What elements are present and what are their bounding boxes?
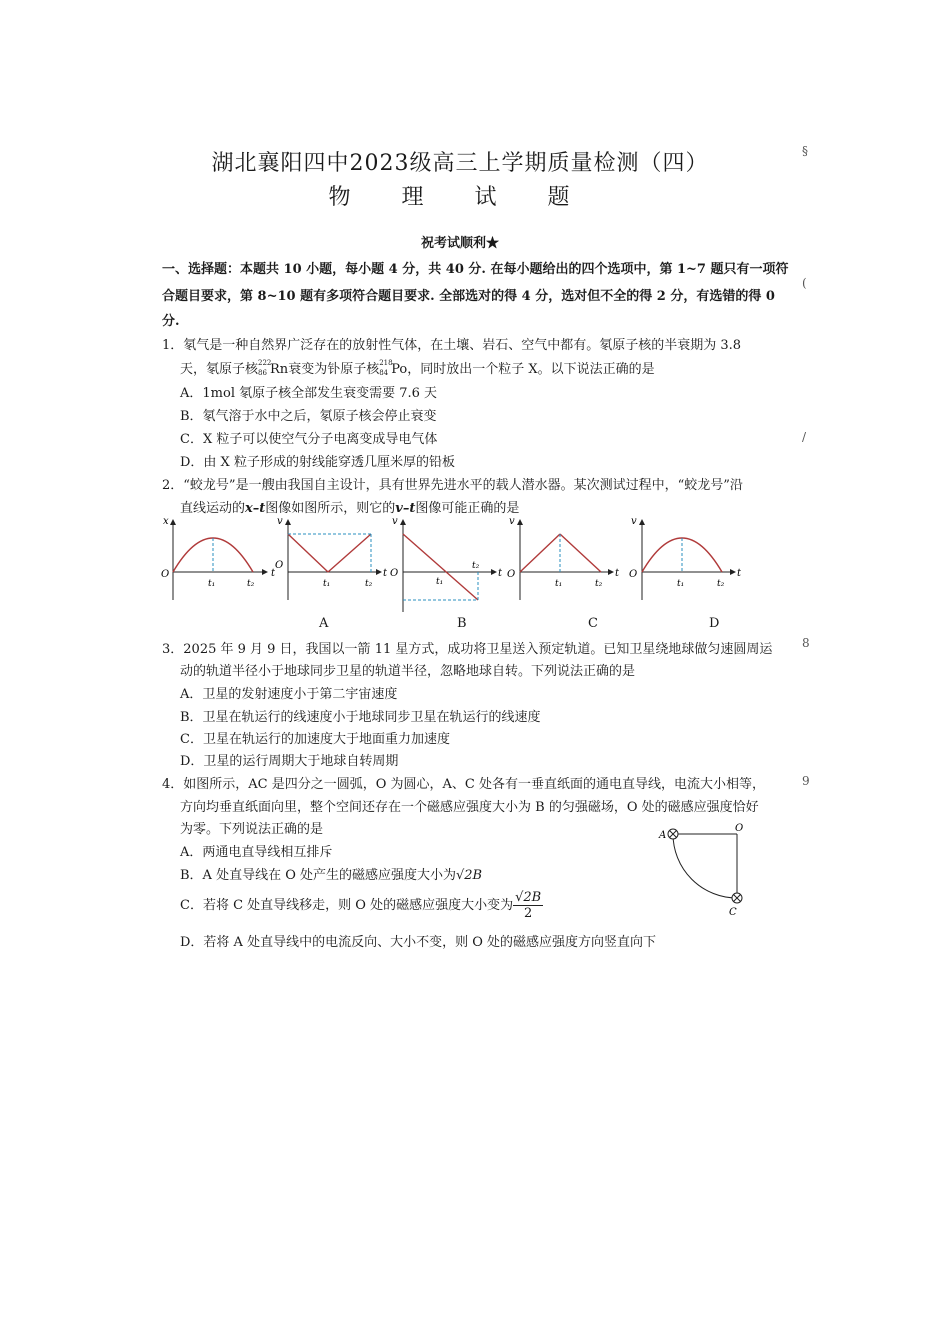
b-t2-label: t₂	[472, 561, 480, 571]
vt-graph-c	[507, 516, 620, 600]
rn-nuclide: 222 86	[258, 359, 272, 377]
vt-graph-d	[629, 516, 742, 600]
q4-option-c: C．若将 C 处直导线移走，则 O 处的磁感应强度大小变为 $\frac{√2B}{2}$	[180, 890, 542, 921]
q2-graphs	[155, 512, 755, 634]
a-t2-label: t₂	[365, 579, 373, 589]
vt-graph-a	[275, 516, 388, 600]
q2-label-b: B	[457, 616, 467, 631]
q3-option-c: C．卫星在轨运行的加速度大于地面重力加速度	[180, 732, 450, 747]
q4-c-fraction: $\frac{√2B}{2}$	[515, 890, 542, 921]
po-nuclide: 218 84	[379, 359, 393, 377]
q2-label-a: A	[319, 616, 329, 631]
d-axis-t-label: t	[737, 568, 742, 579]
q2-stem-line1: 2．“蛟龙号”是一艘由我国自主设计，具有世界先进水平的载人潜水器。某次测试过程中，“蛟龙号”沿	[162, 478, 743, 493]
edge-mark: §	[802, 144, 808, 158]
a-axis-t-label: t	[383, 568, 388, 579]
fig-label-c: C	[729, 907, 737, 918]
a-t1-label: t₁	[323, 579, 331, 589]
edge-mark: 8	[802, 636, 810, 650]
xt-t2-label: t₂	[247, 579, 255, 589]
q2-stem-line2: 直线运动的x–t图像如图所示，则它的v–t图像可能正确的是	[180, 501, 520, 516]
q4-stem-line1: 4．如图所示，AC 是四分之一圆弧，O 为圆心，A、C 处各有一垂直纸面的通电直导线，电流大小相等，	[162, 777, 765, 792]
a-origin-label: O	[275, 560, 284, 571]
edge-mark: (	[802, 276, 807, 290]
c-origin-label: O	[507, 569, 516, 580]
a-axis-v-label: v	[277, 516, 283, 527]
edge-mark: /	[802, 430, 807, 444]
q4-option-a: A．两通电直导线相互排斥	[180, 845, 333, 860]
xt-graph	[161, 516, 276, 600]
q3-option-d: D．卫星的运行周期大于地球自转周期	[180, 754, 399, 769]
b-axis-v-label: v	[392, 516, 398, 527]
b-axis-t-label: t	[498, 568, 503, 579]
wire-c-icon	[732, 893, 742, 903]
c-t2-label: t₂	[595, 579, 603, 589]
xt-t1-label: t₁	[208, 579, 216, 589]
q1-option-b: B．氡气溶于水中之后，氡原子核会停止衰变	[180, 409, 437, 424]
b-t1-label: t₁	[436, 577, 444, 587]
q4-stem-line2: 方向均垂直纸面向里，整个空间还存在一个磁感应强度大小为 B 的匀强磁场，O 处的磁感应强度恰好	[180, 800, 759, 815]
q1-option-c: C．X 粒子可以使空气分子电离变成导电气体	[180, 432, 438, 447]
wish-line: 祝考试顺利★	[420, 236, 499, 251]
wire-a-icon	[668, 829, 678, 839]
exam-title: 湖北襄阳四中2023级高三上学期质量检测（四）	[211, 151, 709, 176]
c-axis-v-label: v	[509, 516, 515, 527]
b-origin-label: O	[390, 568, 399, 579]
q4-b-value: √2B	[456, 868, 483, 883]
d-t2-label: t₂	[717, 579, 725, 589]
q3-stem-line1: 3．2025 年 9 月 9 日，我国以一箭 11 星方式，成功将卫星送入预定轨道。已知卫星绕地球做匀速圆周运	[162, 642, 773, 657]
section1-label: 一、选择题：	[162, 262, 241, 277]
subject-title: 物 理 试 题	[328, 185, 592, 210]
edge-mark: 9	[802, 774, 810, 788]
q3-option-a: A．卫星的发射速度小于第二宇宙速度	[180, 687, 398, 702]
fig-label-o: O	[735, 823, 744, 834]
q1-option-d: D．由 X 粒子形成的射线能穿透几厘米厚的铅板	[180, 455, 455, 470]
q4-figure	[655, 820, 755, 920]
d-t1-label: t₁	[677, 579, 685, 589]
q1-stem-line2: 天，氡原子核 222 86 Rn衰变为钋原子核 218 84 Po，同时放出一个粒子 X。以下说法正确的是	[180, 359, 655, 377]
q4-option-b: B．A 处直导线在 O 处产生的磁感应强度大小为√2B	[180, 868, 483, 883]
q1-option-a: A．1mol 氡原子核全部发生衰变需要 7.6 天	[180, 386, 438, 401]
q3-stem-line2: 动的轨道半径小于地球同步卫星的轨道半径，忽略地球自转。下列说法正确的是	[180, 664, 636, 679]
c-axis-t-label: t	[615, 568, 620, 579]
q4-stem-line3: 为零。下列说法正确的是	[180, 822, 324, 837]
xt-origin-label: O	[161, 569, 170, 580]
vt-graph-b	[390, 516, 503, 612]
section1-line3: 分.	[162, 314, 180, 329]
q2-label-c: C	[588, 616, 598, 631]
c-t1-label: t₁	[555, 579, 563, 589]
d-origin-label: O	[629, 569, 638, 580]
q3-option-b: B．卫星在轨运行的线速度小于地球同步卫星在轨运行的线速度	[180, 710, 541, 725]
section1-line1: 一、选择题：本题共 10 小题，每小题 4 分，共 40 分. 在每小题给出的四个选项中，第 1~7 题只有一项符	[162, 262, 789, 277]
q4-option-d: D．若将 A 处直导线中的电流反向、大小不变，则 O 处的磁感应强度方向竖直向下	[180, 935, 656, 950]
q2-label-d: D	[709, 616, 720, 631]
q1-stem-line1: 1．氡气是一种自然界广泛存在的放射性气体，在土壤、岩石、空气中都有。氡原子核的半衰期为 3.8	[162, 338, 742, 353]
fig-label-a: A	[659, 830, 667, 841]
xt-axis-t-label: t	[271, 568, 276, 579]
section1-line2: 合题目要求，第 8~10 题有多项符合题目要求. 全部选对的得 4 分，选对但不全的得 2 分，有选错的得 0	[162, 289, 775, 304]
d-axis-v-label: v	[631, 516, 637, 527]
xt-axis-x-label: x	[163, 516, 169, 527]
